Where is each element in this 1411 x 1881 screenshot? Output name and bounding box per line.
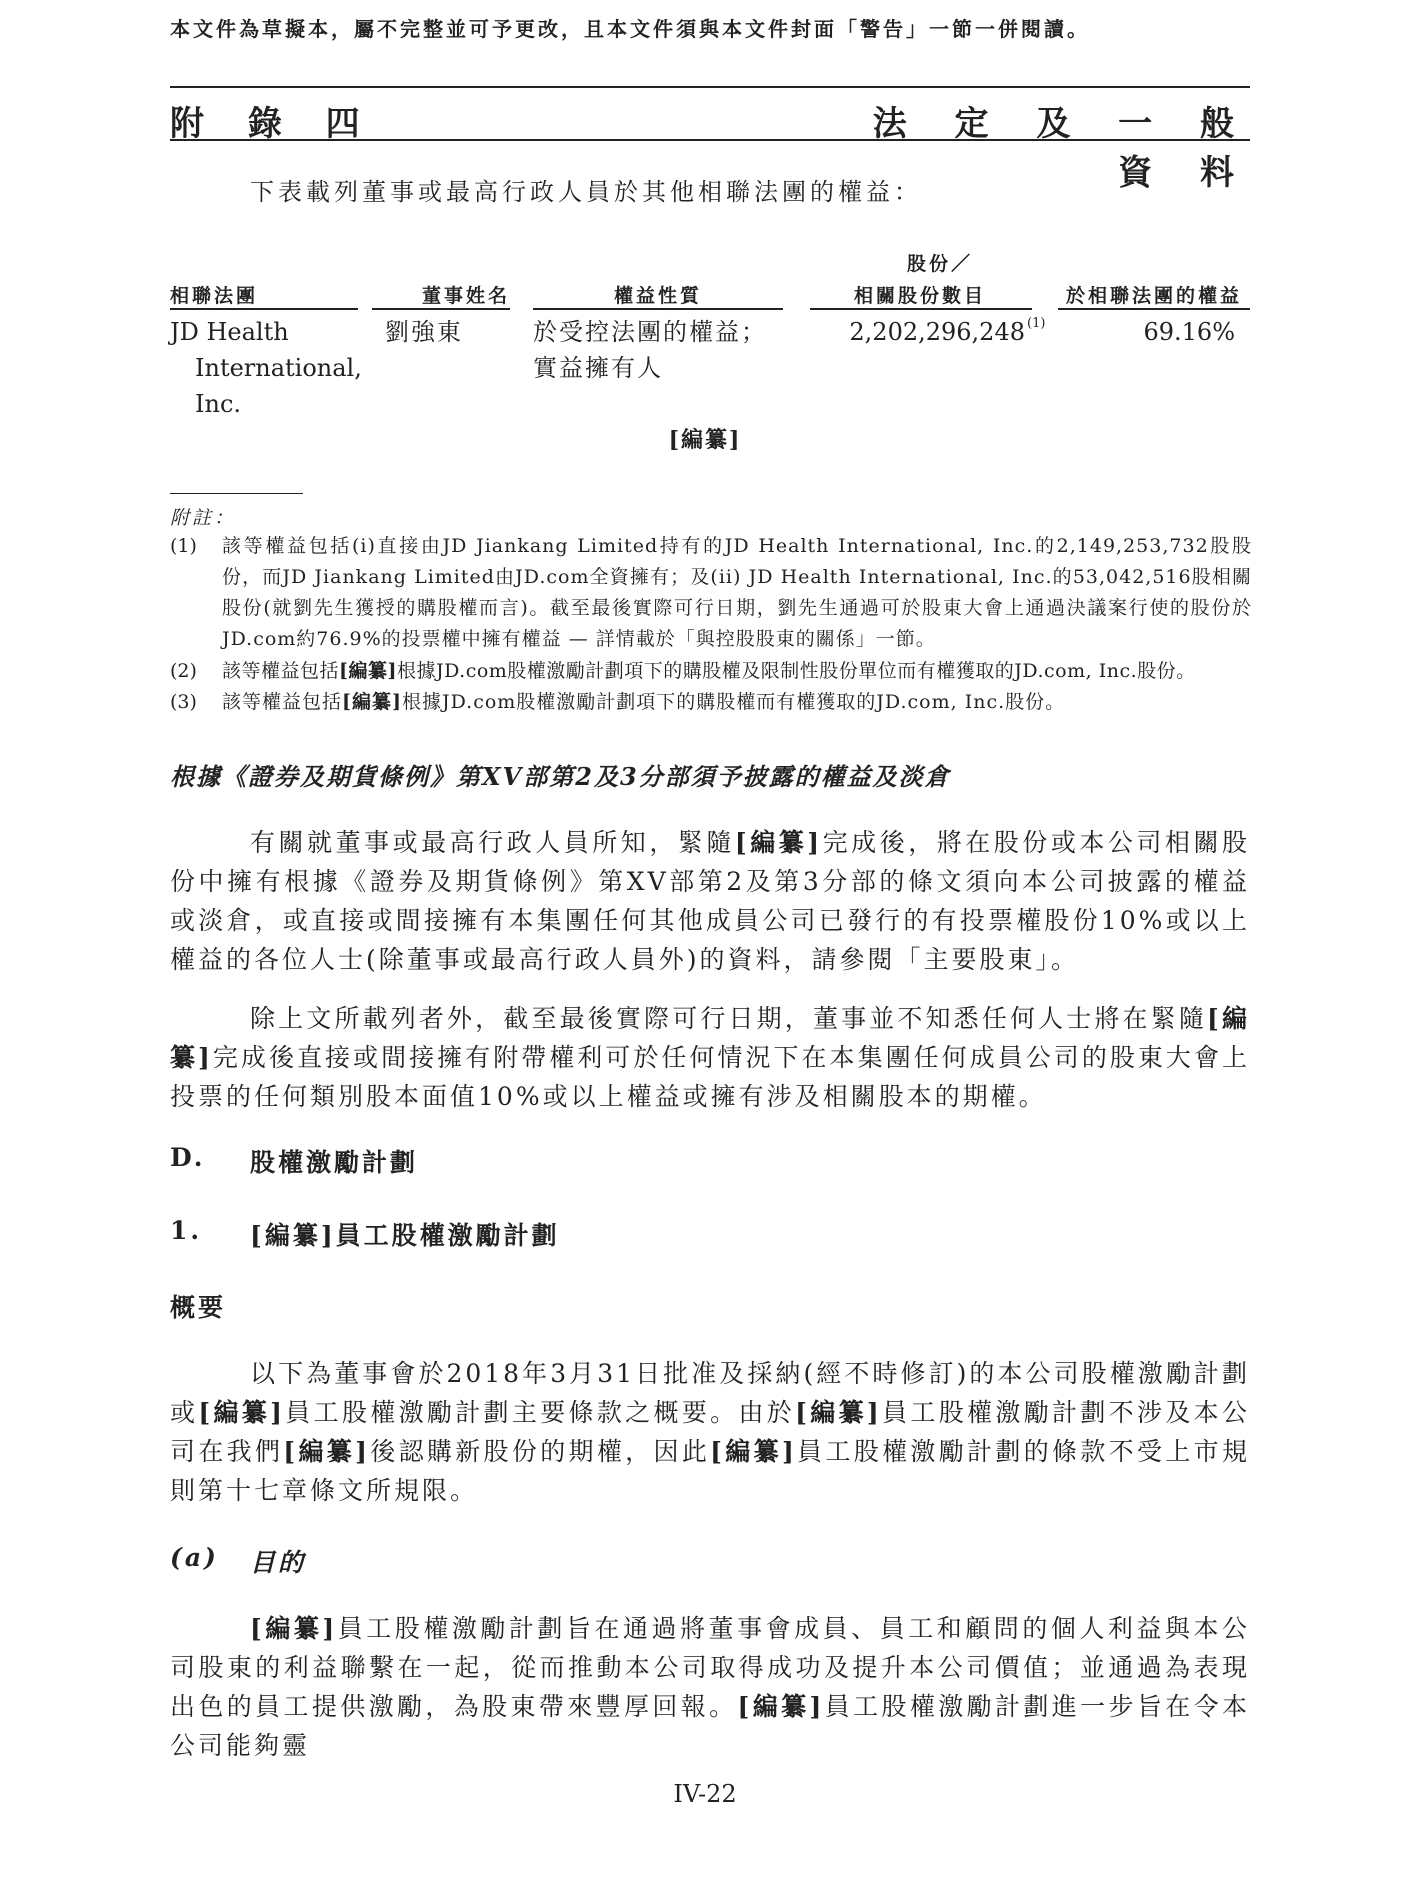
th-shares-line2: 相關股份數目	[853, 285, 986, 307]
th-rule-entity	[170, 308, 358, 310]
note-3-num: (3)	[170, 691, 197, 713]
th-entity: 相聯法團	[170, 285, 259, 307]
disclosure-section-title: 根據《證券及期貨條例》第XV部第2及3分部須予披露的權益及淡倉	[170, 762, 951, 791]
th-shares-line1: 股份／	[906, 253, 973, 275]
paragraph-1: 有關就董事或最高行政人員所知，緊隨[編纂]完成後，將在股份或本公司相關股份中擁有根據《證券及期貨條例》第XV部第2及第3分部的條文須向本公司披露的權益或淡倉，或直接或間接擁有本集團任何其他成員公司已發行的有投票權股份10%或以上權益的各位人士(除董事或最高行政人員外)的資料，請參閱「主要股東」。	[170, 828, 1250, 974]
page-number: IV-22	[673, 1780, 737, 1808]
heading-1-num: 1.	[170, 1216, 203, 1245]
redacted-mark: [編纂]	[668, 427, 742, 453]
draft-notice: 本文件為草擬本，屬不完整並可予更改，且本文件須與本文件封面「警告」一節一併閱讀。	[170, 17, 1090, 41]
note-3-text: 該等權益包括[編纂]根據JD.com股權激勵計劃項下的購股權而有權獲取的JD.com, Inc.股份。	[222, 691, 1066, 713]
heading-d-text: 股權激勵計劃	[250, 1148, 419, 1177]
th-rule-nature	[533, 308, 783, 310]
note-2-num: (2)	[170, 660, 197, 682]
heading-a-text: 目的	[250, 1548, 307, 1577]
th-percent: 於相聯法團的權益	[1065, 285, 1242, 307]
th-director: 董事姓名	[421, 285, 510, 307]
th-nature: 權益性質	[613, 285, 702, 307]
cell-entity-2: International,	[195, 354, 362, 382]
paragraph-2: 除上文所載列者外，截至最後實際可行日期，董事並不知悉任何人士將在緊隨[編纂]完成後直接或間接擁有附帶權利可於任何情況下在本集團任何成員公司的股東大會上投票的任何類別股本面值10%或以上權益或擁有涉及相關股本的期權。	[170, 1004, 1250, 1111]
cell-nature-2: 實益擁有人	[533, 354, 663, 382]
top-rule	[170, 86, 1250, 88]
th-rule-shares	[810, 308, 1032, 310]
heading-1-text: [編纂]員工股權激勵計劃	[250, 1221, 560, 1250]
cell-percent: 69.16%	[1143, 318, 1235, 346]
cell-shares: 2,202,296,248	[849, 318, 1025, 346]
paragraph-4: [編纂]員工股權激勵計劃旨在通過將董事會成員、員工和顧問的個人利益與本公司股東的利益聯繫在一起，從而推動本公司取得成功及提升本公司價值；並通過為表現出色的員工提供激勵，為股東帶來豐厚回報。[編纂]員工股權激勵計劃進一步旨在令本公司能夠靈	[170, 1614, 1250, 1760]
appendix-label: 附 錄 四	[170, 104, 376, 144]
cell-entity-3: Inc.	[195, 390, 242, 418]
heading-overview: 概要	[170, 1293, 227, 1322]
heading-a-num: (a)	[170, 1543, 219, 1572]
cell-entity-1: JD Health	[170, 318, 289, 346]
note-2-text: 該等權益包括[編纂]根據JD.com股權激勵計劃項下的購股權及限制性股份單位而有權獲取的JD.com, Inc.股份。	[222, 660, 1196, 682]
th-rule-percent	[1058, 308, 1250, 310]
cell-director: 劉強東	[385, 318, 463, 346]
header-rule	[170, 139, 1250, 141]
note-1-num: (1)	[170, 535, 197, 557]
notes-rule	[170, 493, 303, 494]
note-1-text: 該等權益包括(i)直接由JD Jiankang Limited持有的JD Health International, Inc.的2,149,253,732股股份，而JD Jiankang Limited由JD.com全資擁有；及(ii) JD Health International, Inc.的53,042,516股相關股份(就劉先生獲授的購股權而言)。截至最後實際可行日期，劉先生通過可於股東大會上通過決議案行使的股份於JD.com約76.9%的投票權中擁有權益 — 詳情載於「與控股股東的關係」一節。	[222, 535, 1252, 650]
cell-nature-1: 於受控法團的權益；	[533, 318, 767, 346]
th-rule-director	[372, 308, 510, 310]
section-label: 法 定 及 一 般 資 料	[872, 104, 1252, 193]
cell-shares-note: (1)	[1027, 316, 1046, 331]
heading-d-num: D.	[170, 1143, 206, 1172]
notes-title: 附註：	[170, 507, 237, 529]
table-intro: 下表載列董事或最高行政人員於其他相聯法團的權益：	[250, 178, 922, 206]
paragraph-3: 以下為董事會於2018年3月31日批准及採納(經不時修訂)的本公司股權激勵計劃或[編纂]員工股權激勵計劃主要條款之概要。由於[編纂]員工股權激勵計劃不涉及本公司在我們[編纂]後認購新股份的期權，因此[編纂]員工股權激勵計劃的條款不受上市規則第十七章條文所規限。	[170, 1359, 1250, 1505]
